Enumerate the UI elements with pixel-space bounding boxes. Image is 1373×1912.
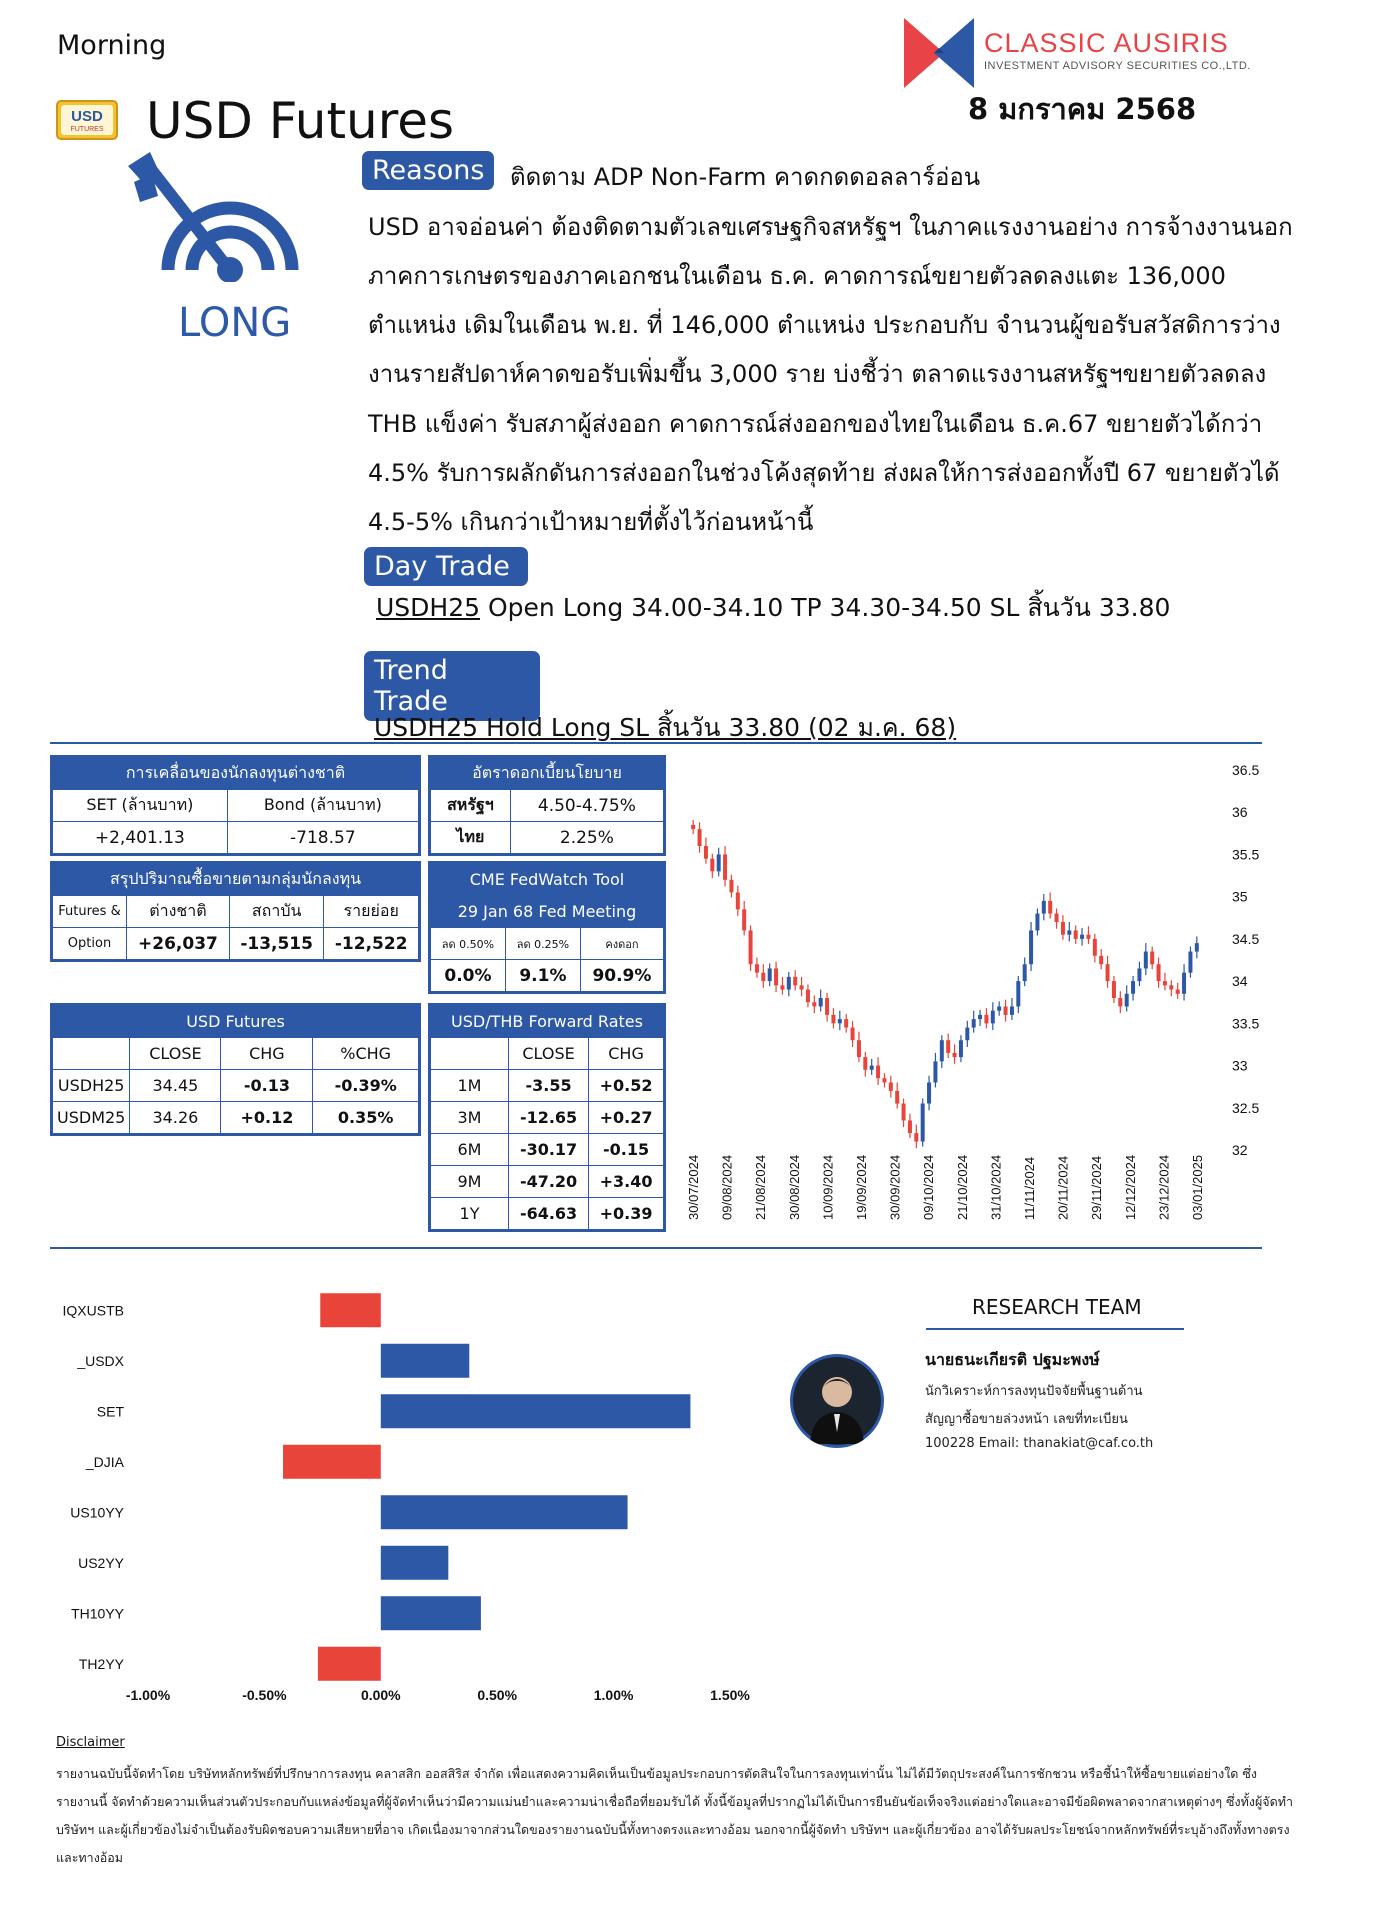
research-team-title: RESEARCH TEAM [972, 1295, 1142, 1319]
trend-trade-label: Trend Trade [364, 651, 540, 721]
candle-body [761, 973, 765, 981]
candle-body [857, 1040, 861, 1057]
table-header-cell: ลด 0.50% [431, 928, 506, 960]
table-row-label: USDH25 [53, 1070, 130, 1102]
candle-body [1188, 952, 1192, 973]
section-divider-bottom [50, 1247, 1262, 1249]
candle-body [1042, 901, 1046, 914]
thb-reason-paragraph: THB แข็งค่า รับสภาผู้ส่งออก คาดการณ์ส่งออกของไทยในเดือน ธ.ค.67 ขยายตัวได้กว่า 4.5% รับการผลักดันการส่งออกในช่วงโค้งสุดท้าย ส่งผลให้การส่งออกทั้งปี 67 ขยายตัวได้ 4.5-5% เกินกว่าเป้าหมายที่ตั้งไว้ก่อนหน้านี้ [368, 410, 1280, 536]
table-row-label: 9M [431, 1166, 509, 1198]
candle-body [838, 1019, 842, 1023]
logo-subtitle: INVESTMENT ADVISORY SECURITIES CO.,LTD. [984, 60, 1251, 72]
candle-body [1182, 973, 1186, 994]
candle-body [780, 985, 784, 989]
policy-rate-table [430, 757, 664, 854]
candle-body [1118, 998, 1122, 1006]
table-header-cell: Bond (ล้านบาท) [227, 790, 418, 822]
candle-body [984, 1015, 988, 1023]
usd-futures-price-chart [680, 750, 1280, 1240]
candle-body [991, 1011, 995, 1024]
candle-body [1106, 964, 1110, 981]
candle-body [978, 1015, 982, 1019]
candle-body [921, 1104, 925, 1142]
table-cell: 34.26 [130, 1102, 221, 1134]
candle-body [972, 1019, 976, 1027]
section-divider-top [50, 742, 1262, 744]
bar [381, 1596, 481, 1630]
y-tick-label: 35.5 [1232, 846, 1260, 863]
candle-body [927, 1082, 931, 1103]
y-tick-label: 32.5 [1232, 1099, 1260, 1116]
candle-body [1137, 968, 1141, 981]
reasons-headline: ติดตาม ADP Non-Farm คาดกดดอลลาร์อ่อน [510, 163, 981, 191]
candle-body [965, 1028, 969, 1041]
candle-body [1061, 922, 1065, 935]
candle-body [768, 968, 772, 981]
bar-category-label: TH2YY [78, 1655, 124, 1672]
table-cell: -0.39% [313, 1070, 419, 1102]
cut-25-probability: 9.1% [505, 960, 580, 992]
empty-cell [53, 1038, 130, 1070]
table-row-label: สหรัฐฯ [431, 790, 511, 822]
table-cell: -3.55 [509, 1070, 589, 1102]
table-row-label: 1M [431, 1070, 509, 1102]
table-header-cell: CLOSE [130, 1038, 221, 1070]
x-tick-label: 21/08/2024 [753, 1154, 769, 1220]
foreign-bond-value: -718.57 [227, 822, 418, 854]
table-row-label: Futures & [53, 896, 127, 928]
table-header-cell: ต่างชาติ [127, 896, 230, 928]
y-tick-label: 34 [1232, 973, 1248, 990]
forward-rates-title: USD/THB Forward Rates [431, 1006, 664, 1038]
candle-body [1029, 930, 1033, 964]
candle-body [825, 998, 829, 1015]
bar [320, 1293, 381, 1327]
table-header-cell: CHG [221, 1038, 313, 1070]
svg-text:USD: USD [71, 108, 103, 125]
candle-body [940, 1040, 944, 1061]
foreign-set-value: +2,401.13 [53, 822, 228, 854]
bar [318, 1647, 381, 1681]
x-tick-label: 12/12/2024 [1122, 1154, 1138, 1220]
candle-body [1112, 981, 1116, 998]
candle-body [1125, 994, 1129, 1007]
x-tick-label: 19/09/2024 [854, 1154, 869, 1220]
fedwatch-subtitle: 29 Jan 68 Fed Meeting [431, 896, 664, 928]
institution-investor-value: -13,515 [229, 928, 324, 960]
table-cell: 34.45 [130, 1070, 221, 1102]
table-row-label: USDM25 [53, 1102, 130, 1134]
candle-body [749, 930, 753, 964]
table-header-cell: %CHG [313, 1038, 419, 1070]
bar-category-label: _USDX [77, 1352, 124, 1369]
y-tick-label: 35 [1232, 888, 1248, 905]
x-tick-label: 31/10/2024 [988, 1154, 1004, 1220]
y-tick-label: 33.5 [1232, 1015, 1260, 1032]
bar-category-label: TH10YY [71, 1605, 124, 1622]
market-change-bar-chart [50, 1265, 750, 1705]
x-tick-label: 29/11/2024 [1089, 1155, 1105, 1220]
candle-body [1004, 1006, 1008, 1014]
candle-body [889, 1082, 893, 1090]
usd-reason-paragraph: USD อาจอ่อนค่า ต้องติดตามตัวเลขเศรษฐกิจสหรัฐฯ ในภาคแรงงานอย่าง การจ้างงานนอกภาคการเกษตรของภาคเอกชนในเดือน ธ.ค. คาดการณ์ขยายตัวลดลงแตะ 136,000 ตำแหน่ง เดิมในเดือน พ.ย. ที่ 146,000 ตำแหน่ง ประกอบกับ จำนวนผู้ขอรับสวัสดิการว่างงานรายสัปดาห์คาดขอรับเพิ่มขึ้น 3,000 ราย บ่งชี้ว่า ตลาดแรงงานสหรัฐฯขยายตัวลดลง [368, 213, 1293, 388]
candle-body [1131, 981, 1135, 994]
candle-body [1035, 914, 1039, 931]
y-tick-label: 32 [1232, 1142, 1248, 1158]
candle-body [908, 1120, 912, 1133]
target-dart-icon [128, 152, 318, 282]
foreign-investor-value: +26,037 [127, 928, 230, 960]
x-tick-label: 30/08/2024 [786, 1154, 802, 1220]
investor-group-table [52, 863, 419, 960]
candle-body [946, 1040, 950, 1053]
table-row-label: Option [53, 928, 127, 960]
y-tick-label: 33 [1232, 1057, 1248, 1074]
table-cell: 0.35% [313, 1102, 419, 1134]
usd-futures-badge-icon [55, 99, 119, 141]
disclaimer-text: รายงานฉบับนี้จัดทำโดย บริษัทหลักทรัพย์ที่ปรึกษาการลงทุน คลาสสิก ออสสิริส จำกัด เพื่อแสดงความคิดเห็นเป็นข้อมูลประกอบการตัดสินใจในการลงทุนเท่านั้น ไม่ได้มีวัตถุประสงค์ในการชักชวน หรือชี้นำให้ซื้อขายแต่อย่างใด ซึ่งรายงานนี้ จัดทำด้วยความเห็นส่วนตัวประกอบกับแหล่งข้อมูลที่ผู้จัดทำเห็นว่ามีความแม่นยำและความน่าเชื่อถือที่ยอมรับได้ ทั้งนี้ข้อมูลที่ปรากฏไม่ได้เป็นการยืนยันข้อเท็จจริงแต่อย่างใดและอาจมีข้อผิดพลาดจากสาเหตุต่างๆ ซึ่งทั้งผู้จัดทำ บริษัทฯ และผู้เกี่ยวข้องไม่จำเป็นต้องรับผิดชอบความเสียหายที่อาจ เกิดเนื่องมาจากส่วนใดของรายงานฉบับนี้ทั้งทางตรงและทางอ้อม นอกจากนี้ผู้จัดทำ บริษัทฯ และผู้เกี่ยวข้อง อาจได้รับผลประโยชน์จากหลักทรัพย์ที่ระบุอ้างถึงทั้งทางตรงและทางอ้อม [56, 1766, 1293, 1865]
y-tick-label: 36 [1232, 804, 1248, 821]
bar [381, 1546, 449, 1580]
table-row-label: 6M [431, 1134, 509, 1166]
us-policy-rate: 4.50-4.75% [510, 790, 663, 822]
candle-body [1010, 1006, 1014, 1014]
x-tick-label: 0.50% [477, 1687, 518, 1703]
table-row-label: 3M [431, 1102, 509, 1134]
disclaimer-title: Disclaimer [56, 1735, 125, 1750]
candle-body [1067, 930, 1071, 934]
candle-body [1163, 981, 1167, 985]
candle-body [1048, 901, 1052, 914]
candle-body [863, 1057, 867, 1070]
svg-text:FUTURES: FUTURES [70, 126, 104, 133]
candle-body [902, 1104, 906, 1121]
candle-body [723, 854, 727, 879]
candle-body [1195, 943, 1199, 951]
candle-body [1093, 939, 1097, 956]
candle-body [1176, 990, 1180, 994]
table-header-cell: SET (ล้านบาท) [53, 790, 228, 822]
candle-body [844, 1019, 848, 1027]
bar-category-label: US2YY [78, 1554, 124, 1571]
x-tick-label: 0.00% [360, 1687, 401, 1703]
candle-body [1150, 952, 1154, 965]
analyst-avatar [790, 1354, 884, 1448]
table-cell: +0.27 [589, 1102, 664, 1134]
analyst-contact: 100228 Email: thanakiat@caf.co.th [925, 1436, 1154, 1451]
x-tick-label: 10/09/2024 [820, 1154, 836, 1220]
day-trade-text: Open Long 34.00-34.10 TP 34.30-34.50 SL สิ้นวัน 33.80 [480, 593, 1171, 622]
candle-body [953, 1053, 957, 1057]
x-tick-label: 1.50% [710, 1687, 750, 1703]
y-tick-label: 34.5 [1232, 930, 1260, 947]
analyst-role-line: นักวิเคราะห์การลงทุนปัจจัยพื้นฐานด้าน [925, 1384, 1143, 1399]
table-cell: +0.39 [589, 1198, 664, 1230]
x-tick-label: 09/08/2024 [719, 1154, 735, 1220]
th-policy-rate: 2.25% [510, 822, 663, 854]
table-cell: +0.52 [589, 1070, 664, 1102]
analyst-name: นายธนะเกียรติ ปฐมะพงษ์ [925, 1350, 1100, 1369]
bar-category-label: US10YY [70, 1504, 124, 1521]
reasons-label: Reasons [362, 151, 494, 190]
usd-futures-table [52, 1005, 419, 1134]
logo-name: CLASSIC AUSIRIS [984, 28, 1229, 58]
policy-rate-title: อัตราดอกเบี้ยนโยบาย [431, 758, 664, 790]
candle-body [870, 1066, 874, 1070]
candle-body [742, 909, 746, 930]
table-cell: -47.20 [509, 1166, 589, 1198]
investor-group-title: สรุปปริมาณซื้อขายตามกลุ่มนักลงทุน [53, 864, 419, 896]
candle-body [806, 990, 810, 1003]
candle-body [787, 977, 791, 990]
x-tick-label: 09/10/2024 [921, 1154, 937, 1220]
foreign-flow-table [52, 757, 419, 854]
candle-body [1086, 935, 1090, 939]
usd-futures-title: USD Futures [53, 1006, 419, 1038]
forward-rates-table [430, 1005, 664, 1230]
candle-body [729, 880, 733, 893]
candle-body [895, 1091, 899, 1104]
table-header-cell: CHG [589, 1038, 664, 1070]
table-cell: -64.63 [509, 1198, 589, 1230]
candle-body [1016, 981, 1020, 1006]
table-cell: +0.12 [221, 1102, 313, 1134]
candle-body [1074, 930, 1078, 938]
x-tick-label: 23/12/2024 [1156, 1154, 1172, 1220]
candle-body [933, 1061, 937, 1082]
bar-category-label: _DJIA [85, 1453, 124, 1470]
candle-body [997, 1006, 1001, 1010]
candle-body [710, 859, 714, 872]
candle-body [755, 964, 759, 972]
x-tick-label: 11/11/2024 [1022, 1156, 1037, 1220]
day-trade-contract: USDH25 [376, 593, 481, 622]
y-tick-label: 36.5 [1232, 762, 1260, 778]
table-row-label: ไทย [431, 822, 511, 854]
table-header-cell: คงดอก [580, 928, 663, 960]
candle-body [800, 985, 804, 989]
analyst-role-line: สัญญาซื้อขายล่วงหน้า เลขที่ทะเบียน [925, 1412, 1128, 1427]
fedwatch-table [430, 863, 664, 992]
trend-trade-contract: USDH25 [374, 713, 486, 742]
candle-body [698, 829, 702, 846]
foreign-flow-title: การเคลื่อนของนักลงทุนต่างชาติ [53, 758, 419, 790]
trend-trade-text: Hold Long SL สิ้นวัน 33.80 (02 ม.ค. 68) [485, 713, 957, 742]
candle-body [876, 1066, 880, 1079]
x-tick-label: 30/09/2024 [887, 1154, 903, 1220]
candle-body [1144, 952, 1148, 969]
candle-body [1099, 956, 1103, 964]
cut-50-probability: 0.0% [431, 960, 506, 992]
candle-body [851, 1028, 855, 1041]
table-header-cell: สถาบัน [229, 896, 324, 928]
table-row-label: 1Y [431, 1198, 509, 1230]
table-cell: -0.15 [589, 1134, 664, 1166]
x-tick-label: 21/10/2024 [954, 1154, 970, 1220]
bar [381, 1344, 469, 1378]
candle-body [1169, 985, 1173, 989]
table-header-cell: CLOSE [509, 1038, 589, 1070]
bar-category-label: SET [96, 1403, 124, 1420]
signal-label: LONG [178, 300, 292, 346]
research-team-rule [926, 1328, 1184, 1330]
x-tick-label: 20/11/2024 [1055, 1155, 1071, 1220]
candle-body [812, 1002, 816, 1006]
report-date: 8 มกราคม 2568 [968, 92, 1197, 126]
candle-body [1080, 935, 1084, 939]
table-header-cell: รายย่อย [324, 896, 419, 928]
day-trade-recommendation [376, 588, 1170, 628]
x-tick-label: 1.00% [593, 1687, 634, 1703]
candle-body [819, 998, 823, 1006]
bar [381, 1495, 628, 1529]
candle-body [774, 968, 778, 985]
candle-body [882, 1078, 886, 1082]
x-tick-label: -1.00% [125, 1687, 171, 1703]
candle-body [1023, 964, 1027, 981]
candle-body [793, 977, 797, 985]
day-trade-label: Day Trade [364, 547, 528, 586]
candle-body [691, 825, 695, 829]
table-cell: -12.65 [509, 1102, 589, 1134]
candle-body [914, 1133, 918, 1141]
bar [381, 1394, 691, 1428]
hold-probability: 90.9% [580, 960, 663, 992]
candle-body [736, 892, 740, 909]
bar-category-label: IQXUSTB [62, 1302, 124, 1319]
page-title: USD Futures [146, 92, 455, 150]
table-header-cell: ลด 0.25% [505, 928, 580, 960]
candle-body [1055, 914, 1059, 922]
x-tick-label: -0.50% [242, 1687, 287, 1703]
candle-body [959, 1040, 963, 1057]
fedwatch-title: CME FedWatch Tool [431, 864, 664, 896]
x-tick-label: 03/01/2025 [1190, 1154, 1205, 1220]
candle-body [831, 1015, 835, 1023]
candle-body [1157, 964, 1161, 981]
retail-investor-value: -12,522 [324, 928, 419, 960]
candle-body [704, 846, 708, 859]
session-label: Morning [57, 30, 167, 61]
bar [283, 1445, 381, 1479]
x-tick-label: 30/07/2024 [686, 1154, 701, 1220]
table-cell: +3.40 [589, 1166, 664, 1198]
table-cell: -30.17 [509, 1134, 589, 1166]
empty-cell [431, 1038, 509, 1070]
candle-body [717, 854, 721, 871]
table-cell: -0.13 [221, 1070, 313, 1102]
